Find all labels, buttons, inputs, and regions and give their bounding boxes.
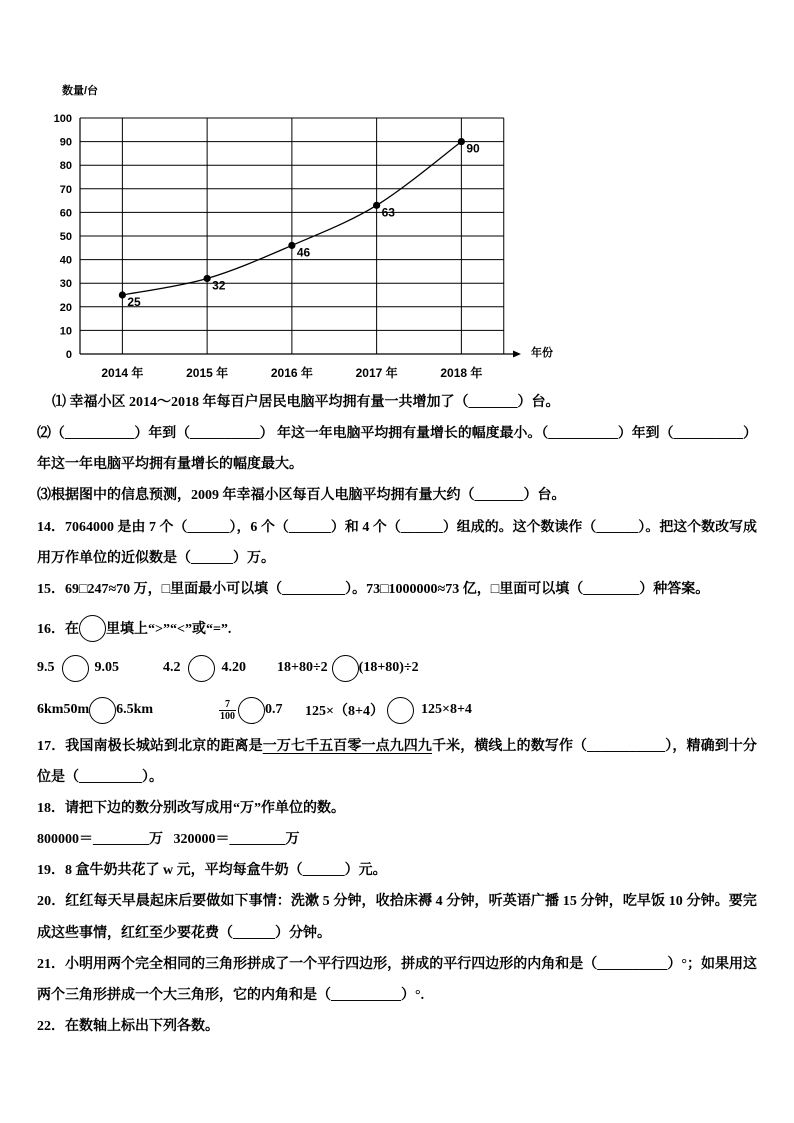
compare-right: 9.05 xyxy=(94,660,119,675)
answer-circle xyxy=(238,697,265,724)
compare-item xyxy=(277,654,419,682)
q15-text: 15．69□247≈70 万，□里面最小可以填（_________）。73□1000000≈73 亿，□里面可以填（________）种答案。 xyxy=(37,582,710,597)
x-tick-label: 2018 年 xyxy=(440,366,483,380)
q16-prompt-after: 里填上“>”“<”或“=”. xyxy=(106,622,232,637)
answer-circle xyxy=(332,655,359,682)
x-tick-label: 2016 年 xyxy=(270,366,313,380)
q19-text: 19．8 盒牛奶共花了 w 元，平均每盒牛奶（______）元。 xyxy=(37,863,387,878)
q20-line1: 20．红红每天早晨起床后要做如下事情：洗漱 5 分钟，收拾床褥 4 分钟，听英语广播 15 分钟，吃早饭 10 分钟。要完 xyxy=(37,894,757,909)
fraction xyxy=(219,699,236,722)
q13-part1: ⑴ 幸福小区 2014～2018 年每百户居民电脑平均拥有量一共增加了（_______）台。 xyxy=(52,395,560,410)
q14-line2: 用万作单位的近似数是（______）万。 xyxy=(37,551,275,566)
q13-part3: ⑶根据图中的信息预测，2009 年幸福小区每百人电脑平均拥有量大约（_______）台。 xyxy=(37,488,566,503)
compare-item xyxy=(305,696,472,724)
x-tick-label: 2015 年 xyxy=(186,366,229,380)
x-axis-title: 年份 xyxy=(531,347,553,359)
chart-labels xyxy=(54,83,553,380)
fraction-numerator: 7 xyxy=(225,698,230,710)
data-label: 32 xyxy=(212,278,226,293)
y-tick-label: 70 xyxy=(59,183,72,196)
data-label: 90 xyxy=(466,141,480,156)
data-point xyxy=(458,138,465,145)
y-tick-label: 20 xyxy=(59,301,72,314)
q17-line1 xyxy=(37,737,757,757)
data-label: 46 xyxy=(296,245,311,260)
compare-item xyxy=(163,654,246,682)
compare-right: 6.5km xyxy=(116,702,154,717)
q17-line2: 位是（_________）。 xyxy=(37,770,163,785)
y-tick-label: 10 xyxy=(59,325,72,338)
q16-prompt-before: 16．在 xyxy=(37,622,79,637)
y-tick-label: 100 xyxy=(53,113,72,125)
q20-line2: 成这些事情，红红至少要花费（______）分钟。 xyxy=(37,926,331,941)
compare-item xyxy=(219,696,283,724)
data-point xyxy=(119,291,126,298)
y-tick-label: 40 xyxy=(59,254,72,267)
y-axis-title: 数量/台 xyxy=(62,85,99,97)
compare-item xyxy=(37,654,119,682)
compare-right: 0.7 xyxy=(265,702,283,717)
answer-circle xyxy=(188,655,215,682)
data-point xyxy=(204,275,211,282)
x-tick-label: 2014 年 xyxy=(101,366,144,380)
data-point xyxy=(373,202,380,209)
compare-left: 9.5 xyxy=(37,660,55,675)
q13-part2-line1: ⑵（__________）年到（__________） 年这一年电脑平均拥有量增长的幅度最小。（__________）年到（__________） xyxy=(37,426,757,441)
compare-left: 125×（8+4） xyxy=(305,704,384,719)
q13-part2-line2: 年这一年电脑平均拥有量增长的幅度最大。 xyxy=(37,457,303,472)
compare-left: 4.2 xyxy=(163,660,181,675)
x-tick-label: 2017 年 xyxy=(355,366,398,380)
q18-prompt: 18．请把下边的数分别改写成用“万”作单位的数。 xyxy=(37,801,345,816)
q16-prompt xyxy=(37,614,231,642)
answer-circle xyxy=(79,615,106,642)
data-label: 63 xyxy=(381,205,395,220)
compare-right: (18+80)÷2 xyxy=(358,660,419,675)
compare-left: 18+80÷2 xyxy=(277,660,328,675)
answer-circle xyxy=(89,697,116,724)
line-chart xyxy=(0,0,794,392)
x-axis-arrow-icon xyxy=(513,351,521,358)
q14-line1: 14．7064000 是由 7 个（______），6 个（______）和 4 个（______）组成的。这个数读作（______）。把这个数改写成 xyxy=(37,520,757,535)
y-tick-label: 90 xyxy=(59,136,72,149)
compare-right: 4.20 xyxy=(221,660,246,675)
q17-before: 17．我国南极长城站到北京的距离是 xyxy=(37,739,263,754)
y-tick-label: 0 xyxy=(65,349,72,361)
data-label: 25 xyxy=(127,295,141,309)
chart-grid xyxy=(80,118,521,358)
compare-right: 125×8+4 xyxy=(420,702,472,717)
q21-line1: 21．小明用两个完全相同的三角形拼成了一个平行四边形，拼成的平行四边形的内角和是（__________）°；如果用这 xyxy=(37,957,757,972)
q18-answers: 800000＝________万 320000＝________万 xyxy=(37,832,300,847)
data-point xyxy=(288,242,295,249)
y-tick-label: 60 xyxy=(59,207,72,220)
compare-item xyxy=(37,696,153,724)
q21-line2: 两个三角形拼成一个大三角形，它的内角和是（__________）°. xyxy=(37,988,425,1003)
compare-left: 6km50m xyxy=(37,702,90,717)
q22-text: 22．在数轴上标出下列各数。 xyxy=(37,1019,219,1034)
y-tick-label: 30 xyxy=(59,278,72,291)
q17-after: 千米，横线上的数写作（___________），精确到十分 xyxy=(432,739,758,754)
answer-circle xyxy=(387,697,414,724)
fraction-denominator: 100 xyxy=(220,710,235,722)
y-tick-label: 80 xyxy=(59,160,72,173)
answer-circle xyxy=(62,655,89,682)
q17-underlined-number: 一万七千五百零一点九四九 xyxy=(262,739,433,754)
y-tick-label: 50 xyxy=(59,231,72,243)
